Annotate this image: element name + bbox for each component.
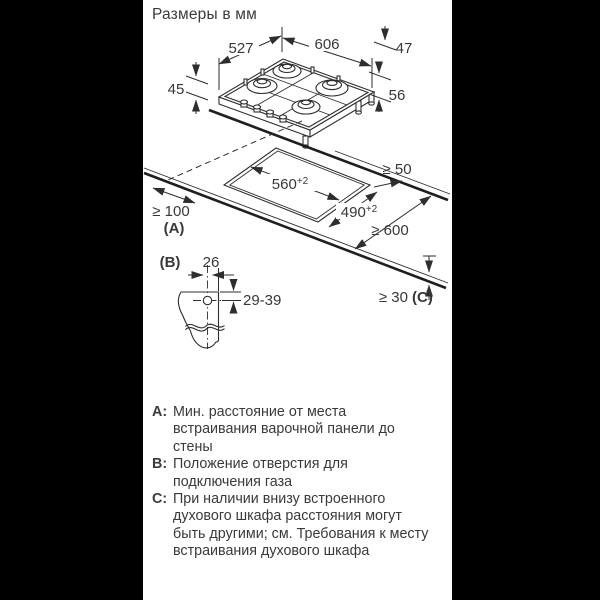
dim-min100: ≥ 100 [152, 203, 190, 220]
dim-47: 47 [395, 40, 413, 57]
dim-560: $560^{+2}$ [271, 176, 309, 193]
marker-B: (B) [159, 254, 181, 271]
dim-527: 527 [228, 40, 254, 57]
marker-A: (A) [163, 220, 185, 237]
legend-marker-a: A: [152, 404, 168, 420]
legend-item-b [152, 456, 448, 491]
dim-490: $490^{+2}$ [340, 204, 378, 221]
dim-min50: ≥ 50 [382, 161, 412, 178]
dim-min30: ≥ 30 [378, 289, 408, 306]
dim-56: 56 [388, 87, 406, 104]
dim-min600: ≥ 600 [371, 222, 409, 239]
legend-text-c: При наличии внизу встроенного духового шкафа расстояния могут быть другими; см. Требования к месту встраивания духового шкафа [173, 491, 429, 560]
dim-29-39: 29-39 [243, 292, 282, 309]
legend-text-a: Мин. расстояние от места встраивания варочной панели до стены [173, 404, 395, 455]
worktop-diagram [144, 110, 450, 306]
legend-marker-b: B: [152, 456, 168, 473]
dim-26: 26 [202, 254, 220, 271]
dim-45: 45 [167, 81, 185, 98]
marker-C: (C) [412, 289, 433, 306]
legend [152, 404, 448, 561]
legend-item-a [152, 404, 448, 456]
page-title: Размеры в мм [152, 6, 257, 23]
gas-hole-detail [160, 254, 282, 349]
legend-text-b: Положение отверстия для подключения газа [173, 456, 348, 490]
dim-606: 606 [314, 36, 340, 53]
legend-item-c [152, 491, 448, 561]
hob-drawing [219, 59, 374, 148]
legend-marker-c: C: [152, 491, 168, 508]
